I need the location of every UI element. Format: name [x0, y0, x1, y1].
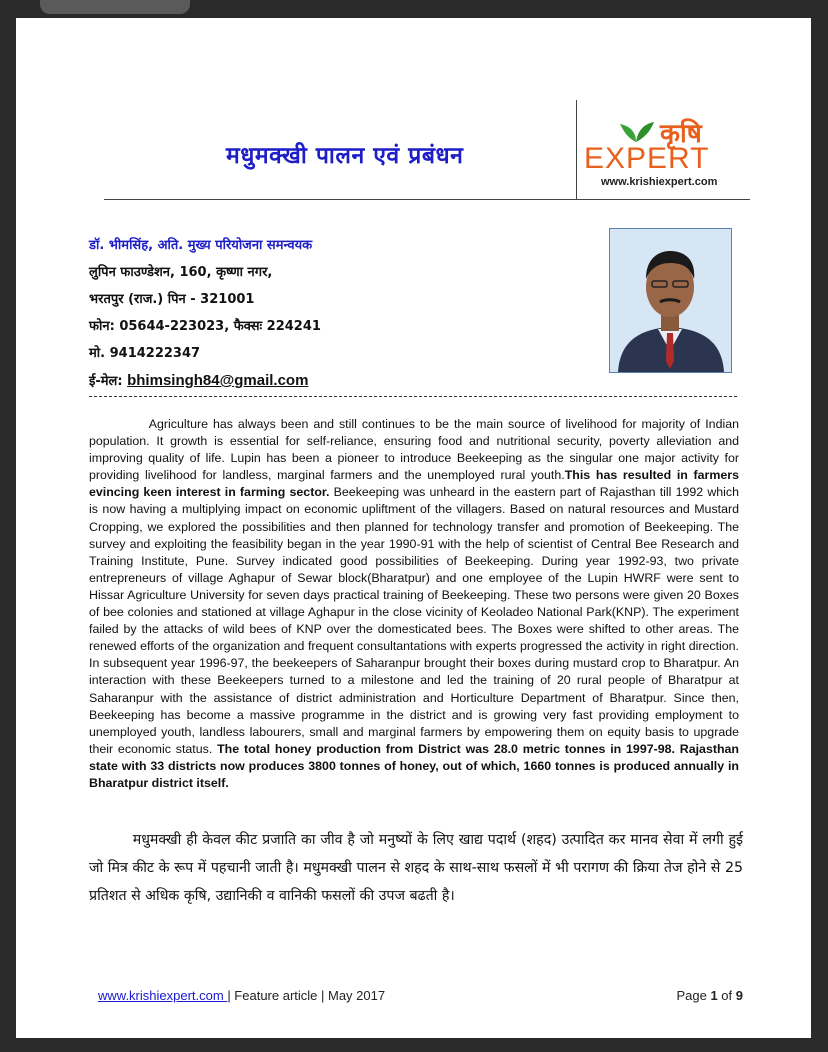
page-number [676, 988, 743, 1003]
english-text-part-1: Agriculture has always been and still continues to be the main source of livelihood for majority of Indian population. It growth is essential for self-reliance, ensuring food and nutritional security, poverty alleviation and improving quality of life. Lupin has been a pioneer to introduce Beekeeping as the singular one major activity for providing livelihood for landless, marginal farmers and the unemployed rural youth. [89, 417, 739, 483]
english-bold-sentence-2: The total honey production from District was 28.0 metric tonnes in 1997-98. Rajasthan state with 33 districts now produces 3800 tonnes of honey, out of which, 1660 tonnes is produced annually in Bharatpur district itself. [89, 741, 739, 790]
author-name: डॉ. भीमसिंह, अति. मुख्य परियोजना समन्वयक [89, 238, 313, 253]
document-page [16, 18, 811, 1038]
english-text-part-2: Beekeeping was unheard in the eastern part of Rajasthan till 1992 which is now having a multiplying impact on economic upliftment of the villagers. Based on natural resources and Mustard Cropping, we explored the possibilities and then planned for technology transfer and promotion of Beekeeping. The survey and exploiting the feasibility began in the year 1990-91 with the help of scientist of Central Bee Research and Training Institute, Pune. Survey indicated good possibilities of Beekeeping. During year 1992-93, two private entrepreneurs of village Aghapur of Sewar block(Bharatpur) and one employee of the Lupin HWRF were sent to Hissar Agriculture University for seven days practical training of Beekeeping. These two persons were given 20 Boxes of bee colonies and stationed at village Aghapur in the close vicinity of Keoladeo National Park(KNP). The experiment failed by the attacks of wild bees of KNP over the domesticated bees. The Boxes were shifted to other areas. The renewed efforts of the organization and frequent consultantations with experts progressed the activity in right direction. In subsequent year 1996-97, the beekeepers of Saharanpur brought their boxes during mustard crop to Bharatpur. An interaction with these Beekeepers turned to a milestone and led the training of 20 rural people of Bharatpur at Saharanpur with the assistance of district administration and Horticulture Department of Bharatpur. Since then, Beekeeping has become a massive programme in the district and is growing very fast providing employment to unemployed youth, landless labourers, small and marginal farmers by empowering them on equity basis to upgrade their economic status. [89, 485, 740, 756]
phone-fax: फोन: 05644-223023, फैक्सः 224241 [89, 319, 321, 334]
mobile-number: मो. 9414222347 [89, 346, 201, 361]
page-total: 9 [735, 988, 743, 1003]
author-photo [609, 228, 732, 373]
page-footer [98, 988, 743, 1003]
author-portrait-image [610, 229, 731, 372]
leaf-icon [616, 118, 656, 144]
logo-wordmark: EXPERT [584, 142, 710, 175]
email-label: ई-मेल: [89, 374, 123, 389]
hindi-text: मधुमक्खी ही केवल कीट प्रजाति का जीव है जो मनुष्यों के लिए खाद्य पदार्थ (शहद) उत्पादित कर मानव सेवा में लगी हुई जो मित्र कीट के रूप में पहचानी जाती है। मधुमक्खी पालन से शहद के साथ-साथ फसलों में भी परागण की क्रिया तेज होने से 25 प्रतिशत से अधिक कृषि, उद्यानिकी व वानिकी फसलों की उपज बढती है। [89, 832, 743, 904]
header-divider-vertical [576, 100, 577, 200]
org-address: लुपिन फाउण्डेशन, 160, कृष्णा नगर, [89, 265, 273, 280]
footer-website-link[interactable]: www.krishiexpert.com [98, 988, 228, 1003]
hindi-paragraph [89, 826, 743, 910]
author-contact-block [89, 232, 321, 395]
page-current: 1 [710, 988, 718, 1003]
page-of: of [717, 988, 736, 1003]
header-divider-horizontal [104, 199, 750, 200]
paragraph-indent [89, 832, 133, 848]
english-bold-sentence-1: This has resulted in farmers evincing keen interest in farming sector. [89, 468, 739, 500]
page-label: Page [676, 988, 711, 1003]
english-paragraph [89, 416, 739, 792]
email-row [89, 367, 321, 395]
paragraph-indent [89, 417, 149, 431]
city-pin: भरतपुर (राज.) पिन - 321001 [89, 292, 255, 307]
section-divider-dashed [89, 396, 737, 397]
window-tab[interactable] [40, 0, 190, 14]
email-link[interactable]: bhimsingh84@gmail.com [127, 372, 309, 389]
logo-hindi-text: कृषि [660, 119, 702, 149]
document-title: मधुमक्खी पालन एवं प्रबंधन [226, 143, 464, 169]
logo-url: www.krishiexpert.com [601, 176, 718, 188]
footer-article-info: | Feature article | May 2017 [227, 988, 386, 1003]
